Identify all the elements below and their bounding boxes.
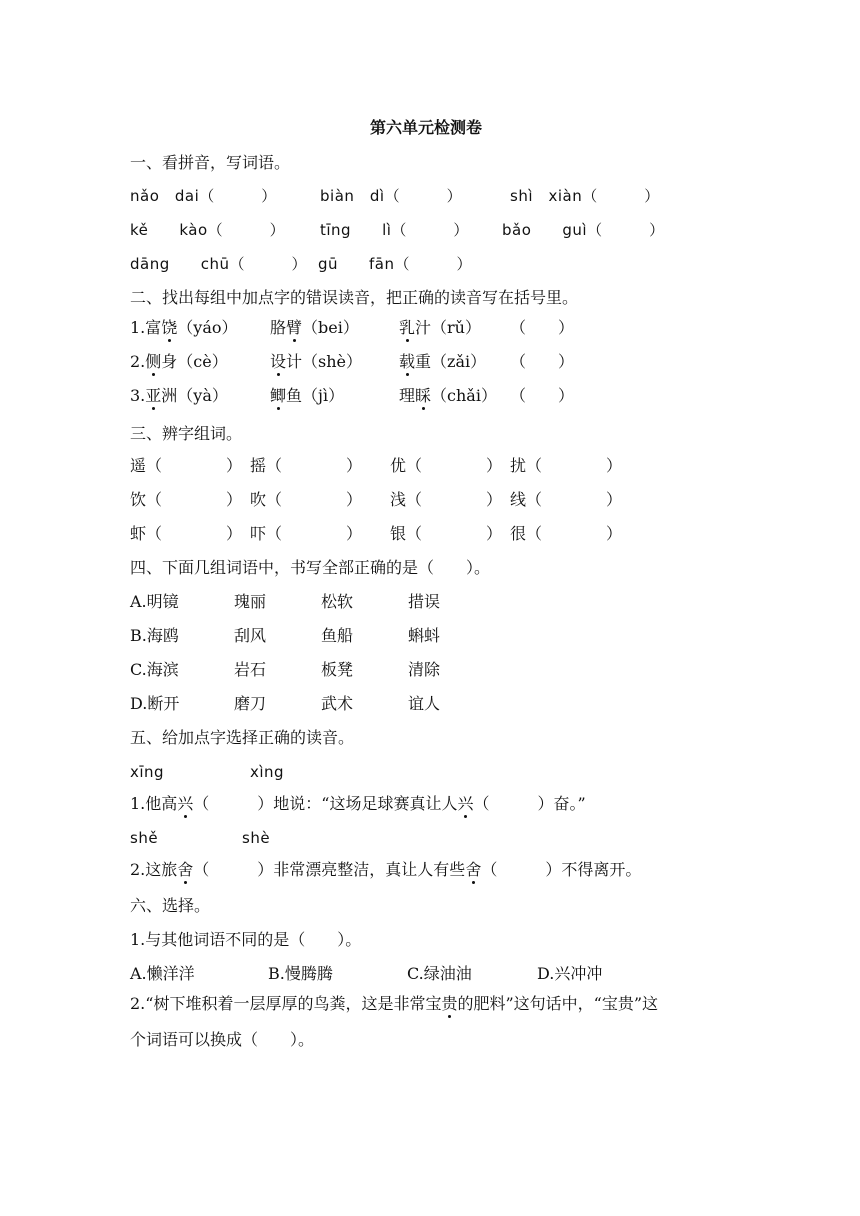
word-group-item: 优（ ） xyxy=(390,456,503,475)
option-word: 蝌蚪 xyxy=(408,626,441,645)
option-word: 刮风 xyxy=(234,626,267,645)
pinyin-item: dāng chū（ ） xyxy=(130,255,308,273)
choice-option: D.兴冲冲 xyxy=(537,964,603,983)
choice-option: C.绿油油 xyxy=(407,964,472,983)
option-word: 谊人 xyxy=(408,694,441,713)
option-word: D.断开 xyxy=(130,694,180,713)
pinyin-item: biàn dì（ ） xyxy=(320,187,463,205)
pinyin-choice: shè xyxy=(242,829,271,847)
answer-blank: （ ） xyxy=(510,352,575,371)
pronunciation-item: 设计（shè） xyxy=(270,352,363,371)
word-group-item: 吹（ ） xyxy=(250,490,363,509)
word-group-item: 银（ ） xyxy=(390,524,503,543)
question-sentence: 1.他高兴（ ）地说：“这场足球赛真让人兴（ ）奋。” xyxy=(130,794,586,813)
section-4-heading: 四、下面几组词语中，书写全部正确的是（ ）。 xyxy=(130,558,491,577)
word-group-item: 扰（ ） xyxy=(510,456,623,475)
word-group-item: 线（ ） xyxy=(510,490,623,509)
answer-blank: （ ） xyxy=(510,386,575,405)
pronunciation-item: 鲫鱼（jì） xyxy=(270,386,345,405)
option-word: 岩石 xyxy=(234,660,267,679)
pronunciation-item: 载重（zǎi） xyxy=(399,352,487,371)
page-title: 第六单元检测卷 xyxy=(370,118,483,137)
section-5-heading: 五、给加点字选择正确的读音。 xyxy=(130,728,355,747)
word-group-item: 遥（ ） xyxy=(130,456,243,475)
option-word: 松软 xyxy=(321,592,354,611)
option-word: 板凳 xyxy=(321,660,354,679)
option-word: C.海滨 xyxy=(130,660,179,679)
pinyin-choice: xìng xyxy=(250,763,285,781)
pronunciation-item: 理睬（chǎi） xyxy=(399,386,497,405)
pinyin-item: kě kào（ ） xyxy=(130,221,286,239)
question-sentence: 1.与其他词语不同的是（ ）。 xyxy=(130,930,362,949)
section-1-heading: 一、看拼音，写词语。 xyxy=(130,153,291,172)
option-word: 瑰丽 xyxy=(234,592,267,611)
pronunciation-item: 3.亚洲（yà） xyxy=(130,386,228,405)
option-word: B.海鸥 xyxy=(130,626,179,645)
pinyin-item: shì xiàn（ ） xyxy=(510,187,660,205)
word-group-item: 饮（ ） xyxy=(130,490,243,509)
question-sentence: 2.“树下堆积着一层厚厚的鸟粪，这是非常宝贵的肥料”这句话中，“宝贵”这 xyxy=(130,994,659,1013)
pinyin-item: tīng lì（ ） xyxy=(320,221,469,239)
question-sentence: 2.这旅舍（ ）非常漂亮整洁，真让人有些舍（ ）不得离开。 xyxy=(130,860,642,879)
pronunciation-item: 1.富饶（yáo） xyxy=(130,318,238,337)
question-sentence-continued: 个词语可以换成（ ）。 xyxy=(130,1030,315,1049)
word-group-item: 吓（ ） xyxy=(250,524,363,543)
pronunciation-item: 2.侧身（cè） xyxy=(130,352,228,371)
option-word: 磨刀 xyxy=(234,694,267,713)
word-group-item: 浅（ ） xyxy=(390,490,503,509)
answer-blank: （ ） xyxy=(510,318,575,337)
option-word: A.明镜 xyxy=(130,592,179,611)
option-word: 清除 xyxy=(408,660,441,679)
pinyin-item: gū fān（ ） xyxy=(318,255,473,273)
word-group-item: 虾（ ） xyxy=(130,524,243,543)
pinyin-choice: xīng xyxy=(130,763,165,781)
section-2-heading: 二、找出每组中加点字的错误读音，把正确的读音写在括号里。 xyxy=(130,288,579,307)
option-word: 鱼船 xyxy=(321,626,354,645)
word-group-item: 很（ ） xyxy=(510,524,623,543)
word-group-item: 摇（ ） xyxy=(250,456,363,475)
option-word: 措误 xyxy=(408,592,441,611)
pronunciation-item: 乳汁（rǔ） xyxy=(399,318,481,337)
section-3-heading: 三、辨字组词。 xyxy=(130,424,243,443)
section-6-heading: 六、选择。 xyxy=(130,896,211,915)
pronunciation-item: 胳臂（bei） xyxy=(270,318,359,337)
option-word: 武术 xyxy=(321,694,354,713)
pinyin-choice: shě xyxy=(130,829,159,847)
pinyin-item: nǎo dai（ ） xyxy=(130,187,277,205)
choice-option: A.懒洋洋 xyxy=(130,964,195,983)
choice-option: B.慢腾腾 xyxy=(268,964,333,983)
pinyin-item: bǎo guì（ ） xyxy=(502,221,665,239)
